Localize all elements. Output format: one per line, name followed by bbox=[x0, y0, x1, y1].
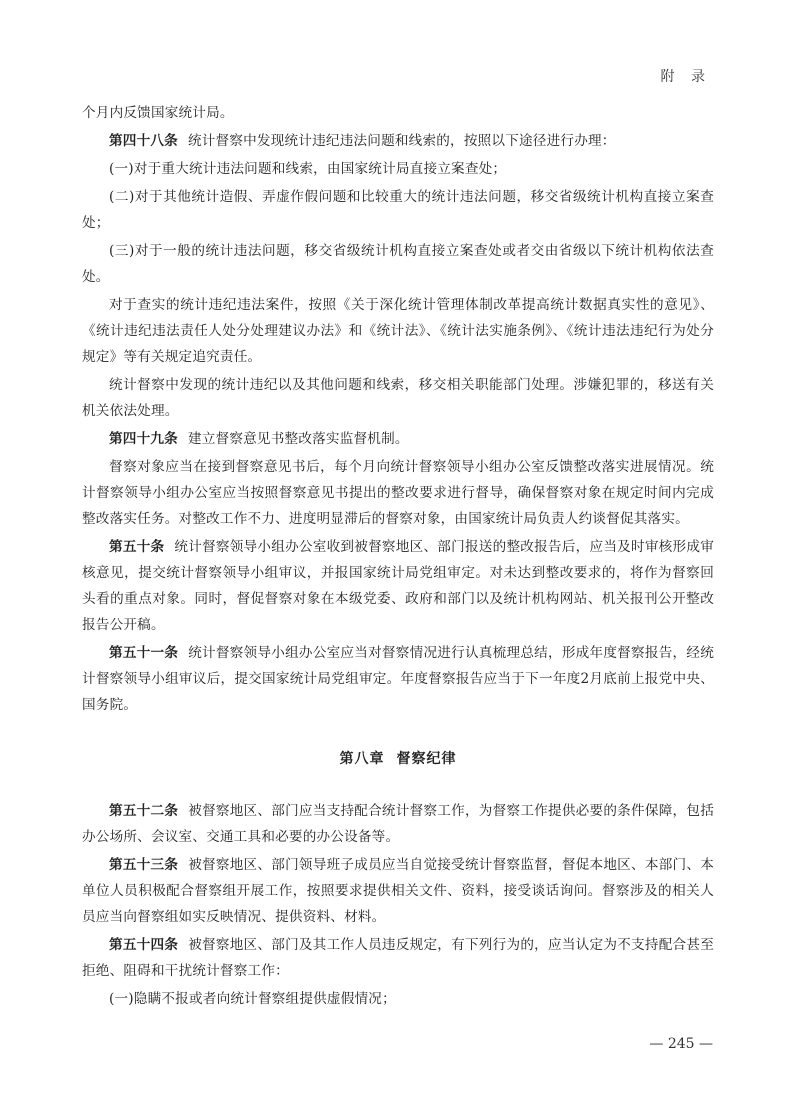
list-item: (三)对于一般的统计违法问题，移交省级统计机构直接立案查处或者交由省级以下统计机构依法查处。 bbox=[82, 243, 714, 285]
article-label: 第五十一条 bbox=[109, 645, 179, 661]
article-text: 被督察地区、部门领导班子成员应当自觉接受统计督察监督，督促本地区、本部门、本单位人员积极配合督察组开展工作，按照要求提供相关文件、资料，接受谈话询问。督察涉及的相关人员应当向督察组如实反映情况、提供资料、材料。 bbox=[82, 857, 715, 925]
paragraph: 统计督察中发现的统计违纪以及其他问题和线索，移交相关职能部门处理。涉嫌犯罪的，移送有关机关依法处理。 bbox=[82, 377, 714, 419]
article-label: 第五十条 bbox=[109, 539, 165, 555]
list-item: (一)对于重大统计违法问题和线索，由国家统计局直接立案查处； bbox=[109, 161, 507, 177]
article-text: 建立督察意见书整改落实监督机制。 bbox=[187, 431, 409, 447]
article-54 bbox=[82, 932, 714, 984]
article-label: 第五十二条 bbox=[109, 803, 179, 819]
article-label: 第四十八条 bbox=[109, 133, 178, 149]
article-text: 统计督察领导小组办公室应当对督察情况进行认真梳理总结，形成年度督察报告，经统计督察领导小组审议后，提交国家统计局党组审定。年度督察报告应当于下一年度2月底前上报党中央、国务院。 bbox=[82, 645, 715, 713]
article-49 bbox=[82, 426, 714, 452]
article-51 bbox=[82, 640, 714, 718]
article-text: 统计督察领导小组办公室收到被督察地区、部门报送的整改报告后，应当及时审核形成审核意见，提交统计督察领导小组审议，并报国家统计局党组审定。对未达到整改要求的，将作为督察回头看的重点对象。同时，督促督察对象在本级党委、政府和部门以及统计机构网站、机关报刊公开整改报告公开稿。 bbox=[82, 539, 714, 633]
article-label: 第五十四条 bbox=[109, 937, 179, 953]
article-label: 第五十三条 bbox=[109, 857, 179, 873]
article-text: 统计督察中发现统计违纪违法问题和线索的，按照以下途径进行办理： bbox=[187, 133, 616, 149]
page-body bbox=[82, 100, 714, 1012]
running-header: 附 录 bbox=[660, 69, 711, 85]
article-50 bbox=[82, 534, 714, 638]
article-48 bbox=[82, 128, 714, 154]
paragraph: 督察对象应当在接到督察意见书后，每个月向统计督察领导小组办公室反馈整改落实进展情况。统计督察领导小组办公室应当按照督察意见书提出的整改要求进行督导，确保督察对象在规定时间内完成整改落实任务。对整改工作不力、进度明显滞后的督察对象，由国家统计局负责人约谈督促其落实。 bbox=[82, 459, 714, 527]
article-text: 被督察地区、部门应当支持配合统计督察工作，为督察工作提供必要的条件保障，包括办公场所、会议室、交通工具和必要的办公设备等。 bbox=[82, 803, 715, 845]
article-53 bbox=[82, 852, 714, 930]
list-item: (二)对于其他统计造假、弄虚作假问题和比较重大的统计违法问题，移交省级统计机构直接立案查处； bbox=[82, 189, 714, 231]
chapter-number: 第八章 bbox=[339, 751, 385, 767]
chapter-title: 督察纪律 bbox=[396, 751, 457, 767]
list-item: (一)隐瞒不报或者向统计督察组提供虚假情况； bbox=[109, 991, 396, 1007]
article-label: 第四十九条 bbox=[109, 431, 178, 447]
page-number: — 245 — bbox=[649, 1036, 713, 1052]
chapter-heading bbox=[82, 748, 714, 768]
article-52 bbox=[82, 798, 714, 850]
paragraph: 对于查实的统计违纪违法案件，按照《关于深化统计管理体制改革提高统计数据真实性的意见》、《统计违纪违法责任人处分处理建议办法》和《统计法》、《统计法实施条例》、《统计违法违纪行为处分规定》等有关规定追究责任。 bbox=[82, 297, 714, 365]
paragraph: 个月内反馈国家统计局。 bbox=[82, 105, 234, 121]
article-text: 被督察地区、部门及其工作人员违反规定，有下列行为的，应当认定为不支持配合甚至拒绝、阻碍和干扰统计督察工作： bbox=[82, 937, 715, 979]
